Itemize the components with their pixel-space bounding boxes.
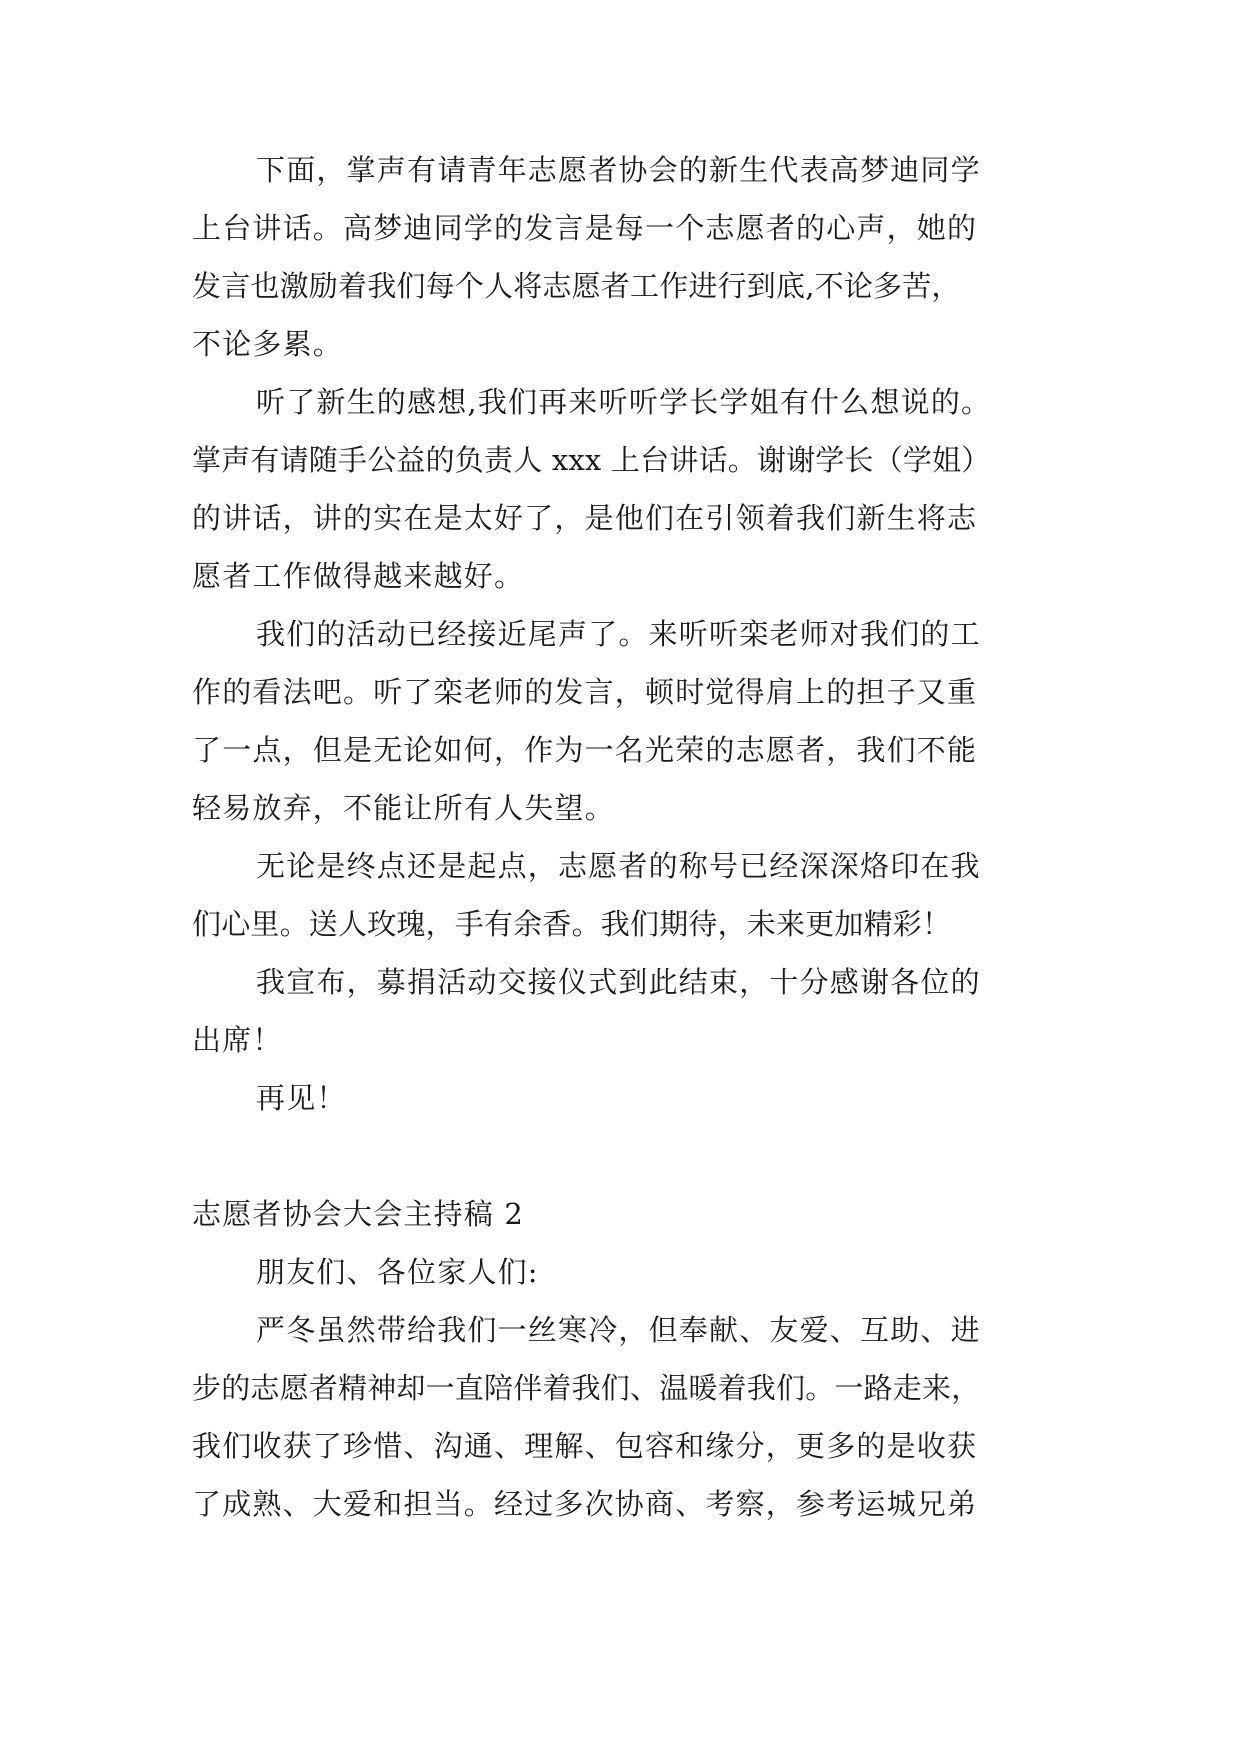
text-line: 无论是终点还是起点，志愿者的称号已经深深烙印在我 <box>256 849 981 883</box>
text-line: 再见！ <box>256 1081 347 1115</box>
text-line: 听了新生的感想,我们再来听听学长学姐有什么想说的。 <box>256 385 992 419</box>
text-line: 不论多累。 <box>192 327 344 361</box>
section-title: 志愿者协会大会主持稿 2 <box>192 1197 525 1231</box>
text-line: 我们的活动已经接近尾声了。来听听栾老师对我们的工 <box>256 617 981 651</box>
text-line: 严冬虽然带给我们一丝寒冷，但奉献、友爱、互助、进 <box>256 1313 981 1347</box>
text-line: 了一点，但是无论如何，作为一名光荣的志愿者，我们不能 <box>192 733 978 767</box>
text-line: 掌声有请随手公益的负责人 xxx 上台讲话。谢谢学长（学姐） <box>192 443 991 477</box>
text-line: 发言也激励着我们每个人将志愿者工作进行到底,不论多苦， <box>192 269 961 303</box>
text-line: 我宣布，募捐活动交接仪式到此结束，十分感谢各位的 <box>256 965 981 999</box>
text-line: 们心里。送人玫瑰，手有余香。我们期待，未来更加精彩！ <box>192 907 952 941</box>
text-line: 了成熟、大爱和担当。经过多次协商、考察，参考运城兄弟 <box>192 1487 978 1521</box>
text-line: 愿者工作做得越来越好。 <box>192 559 525 593</box>
text-line: 下面，掌声有请青年志愿者协会的新生代表高梦迪同学 <box>256 153 981 187</box>
text-line: 步的志愿者精神却一直陪伴着我们、温暖着我们。一路走来， <box>192 1371 981 1405</box>
text-line: 上台讲话。高梦迪同学的发言是每一个志愿者的心声，她的 <box>192 211 978 245</box>
text-line: 我们收获了珍惜、沟通、理解、包容和缘分，更多的是收获 <box>192 1429 978 1463</box>
text-line: 的讲话，讲的实在是太好了，是他们在引领着我们新生将志 <box>192 501 978 535</box>
text-line: 出席！ <box>192 1023 283 1057</box>
text-line: 轻易放弃，不能让所有人失望。 <box>192 791 615 825</box>
text-line: 作的看法吧。听了栾老师的发言，顿时觉得肩上的担子又重 <box>192 675 978 709</box>
text-line: 朋友们、各位家人们: <box>256 1255 539 1289</box>
